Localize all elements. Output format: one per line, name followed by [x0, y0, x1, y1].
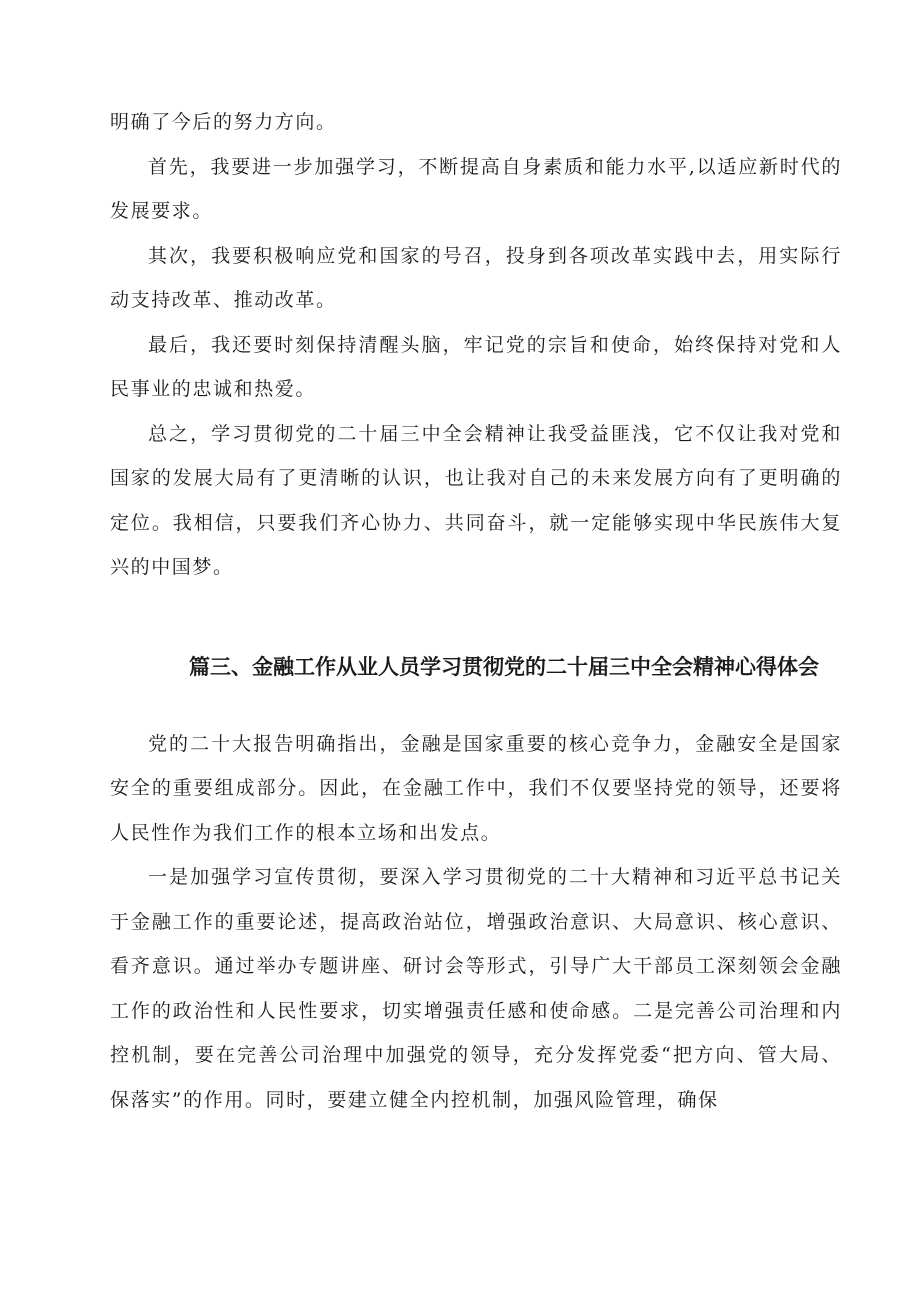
paragraph-intro: 党的二十大报告明确指出，金融是国家重要的核心竞争力，金融安全是国家安全的重要组成部分。因此，在金融工作中，我们不仅要坚持党的领导，还要将人民性作为我们工作的根本立场和出发点。 [110, 732, 842, 844]
document-page [110, 100, 842, 1122]
paragraph-second: 其次，我要积极响应党和国家的号召，投身到各项改革实践中去，用实际行动支持改革、推动改革。 [110, 244, 842, 311]
paragraph-continuation: 明确了今后的努力方向。 [110, 111, 337, 133]
paragraph-last: 最后，我还要时刻保持清醒头脑，牢记党的宗旨和使命，始终保持对党和人民事业的忠诚和热爱。 [110, 333, 842, 400]
paragraph-first: 首先，我要进一步加强学习，不断提高自身素质和能力水平,以适应新时代的发展要求。 [110, 155, 842, 222]
section-heading: 篇三、金融工作从业人员学习贯彻党的二十届三中全会精神心得体会 [189, 654, 819, 679]
paragraph-summary: 总之，学习贯彻党的二十届三中全会精神让我受益匪浅，它不仅让我对党和国家的发展大局有了更清晰的认识，也让我对自己的未来发展方向有了更明确的定位。我相信，只要我们齐心协力、共同奋斗，就一定能够实现中华民族伟大复兴的中国梦。 [110, 422, 842, 578]
paragraph-measures: 一是加强学习宣传贯彻，要深入学习贯彻党的二十大精神和习近平总书记关于金融工作的重要论述，提高政治站位，增强政治意识、大局意识、核心意识、看齐意识。通过举办专题讲座、研讨会等形式，引导广大干部员工深刻领会金融工作的政治性和人民性要求，切实增强责任感和使命感。二是完善公司治理和内控机制，要在完善公司治理中加强党的领导，充分发挥党委“把方向、管大局、保落实”的作用。同时，要建立健全内控机制，加强风险管理，确保 [110, 866, 842, 1111]
